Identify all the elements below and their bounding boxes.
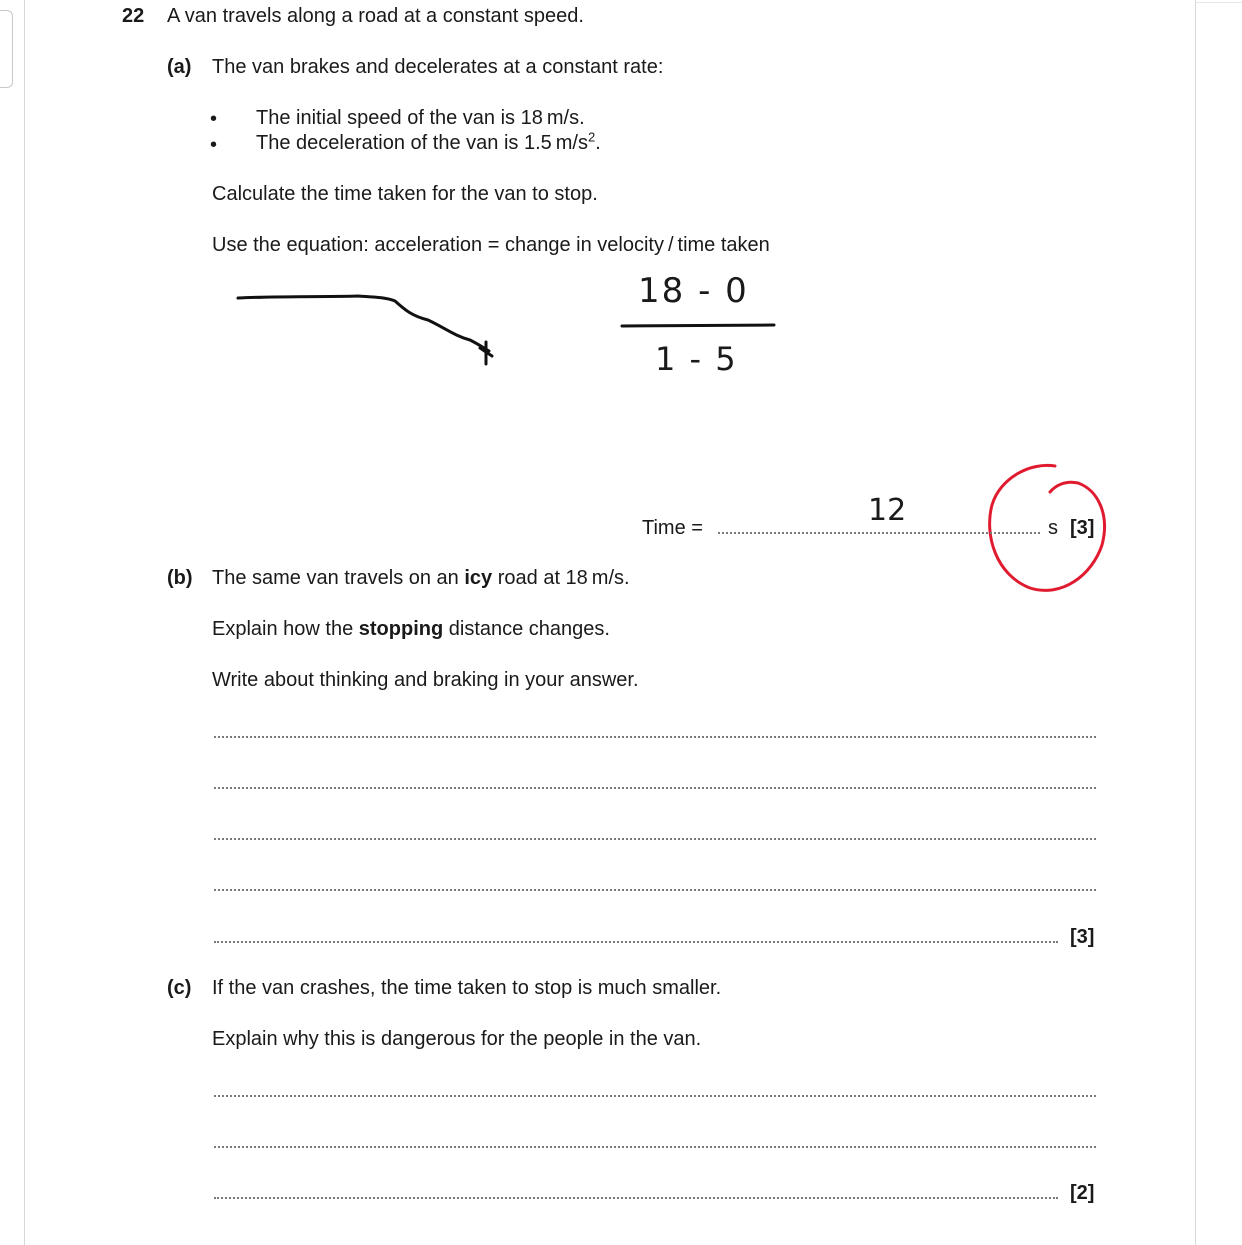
bullet-dot: • xyxy=(210,108,218,130)
bullet-dot: • xyxy=(210,134,218,156)
handwritten-denominator: 1 - 5 xyxy=(655,340,738,378)
part-a-instruction: Calculate the time taken for the van to stop. xyxy=(212,183,598,205)
part-b-line-1 xyxy=(212,566,630,590)
part-c-answer-line-2[interactable] xyxy=(214,1146,1096,1148)
part-a-label: (a) xyxy=(167,56,192,78)
scribble-stroke xyxy=(238,296,489,351)
part-b-line-3: Write about thinking and braking in your answer. xyxy=(212,669,639,691)
part-b-line-1-end: road at 18 m/s. xyxy=(492,567,630,589)
time-answer-line[interactable] xyxy=(718,532,1040,534)
bullet-initial-speed: The initial speed of the van is 18 m/s. xyxy=(256,107,585,129)
part-b-line-1-bold: icy xyxy=(464,567,493,589)
handwritten-numerator: 18 - 0 xyxy=(638,271,749,311)
part-c-line-1: If the van crashes, the time taken to stop is much smaller. xyxy=(212,977,722,999)
part-b-answer-line-1[interactable] xyxy=(214,736,1096,738)
squared-superscript: 2 xyxy=(587,129,596,145)
time-answer-label: Time = xyxy=(642,517,703,539)
part-b-line-2-end: distance changes. xyxy=(443,618,610,640)
part-b-answer-line-5[interactable] xyxy=(214,941,1058,943)
part-b-answer-line-4[interactable] xyxy=(214,889,1096,891)
part-b-answer-line-3[interactable] xyxy=(214,838,1096,840)
question-stem: A van travels along a road at a constant speed. xyxy=(167,5,584,27)
part-c-line-2: Explain why this is dangerous for the people in the van. xyxy=(212,1028,702,1050)
part-a-intro: The van brakes and decelerates at a constant rate: xyxy=(212,56,664,78)
part-c-label: (c) xyxy=(167,977,192,999)
part-c-answer-line-3[interactable] xyxy=(214,1197,1058,1199)
part-b-marks: [3] xyxy=(1070,926,1095,948)
part-b-line-2 xyxy=(212,617,610,641)
time-unit: s xyxy=(1048,517,1058,539)
part-b-line-2-bold: stopping xyxy=(358,618,444,640)
part-b-line-2-text: Explain how the xyxy=(212,618,359,640)
bullet-deceleration-end: . xyxy=(595,132,601,154)
question-number: 22 xyxy=(122,5,145,27)
part-a-equation: Use the equation: acceleration = change in velocity / time taken xyxy=(212,234,770,256)
part-c-answer-line-1[interactable] xyxy=(214,1095,1096,1097)
part-a-marks: [3] xyxy=(1070,517,1095,539)
handwritten-answer: 12 xyxy=(868,493,907,528)
part-b-answer-line-2[interactable] xyxy=(214,787,1096,789)
part-b-line-1-text: The same van travels on an xyxy=(212,567,465,589)
part-b-label: (b) xyxy=(167,567,193,589)
part-c-marks: [2] xyxy=(1070,1182,1095,1204)
fraction-bar xyxy=(622,325,774,326)
bullet-deceleration-text: The deceleration of the van is 1.5 m/s xyxy=(256,132,588,154)
